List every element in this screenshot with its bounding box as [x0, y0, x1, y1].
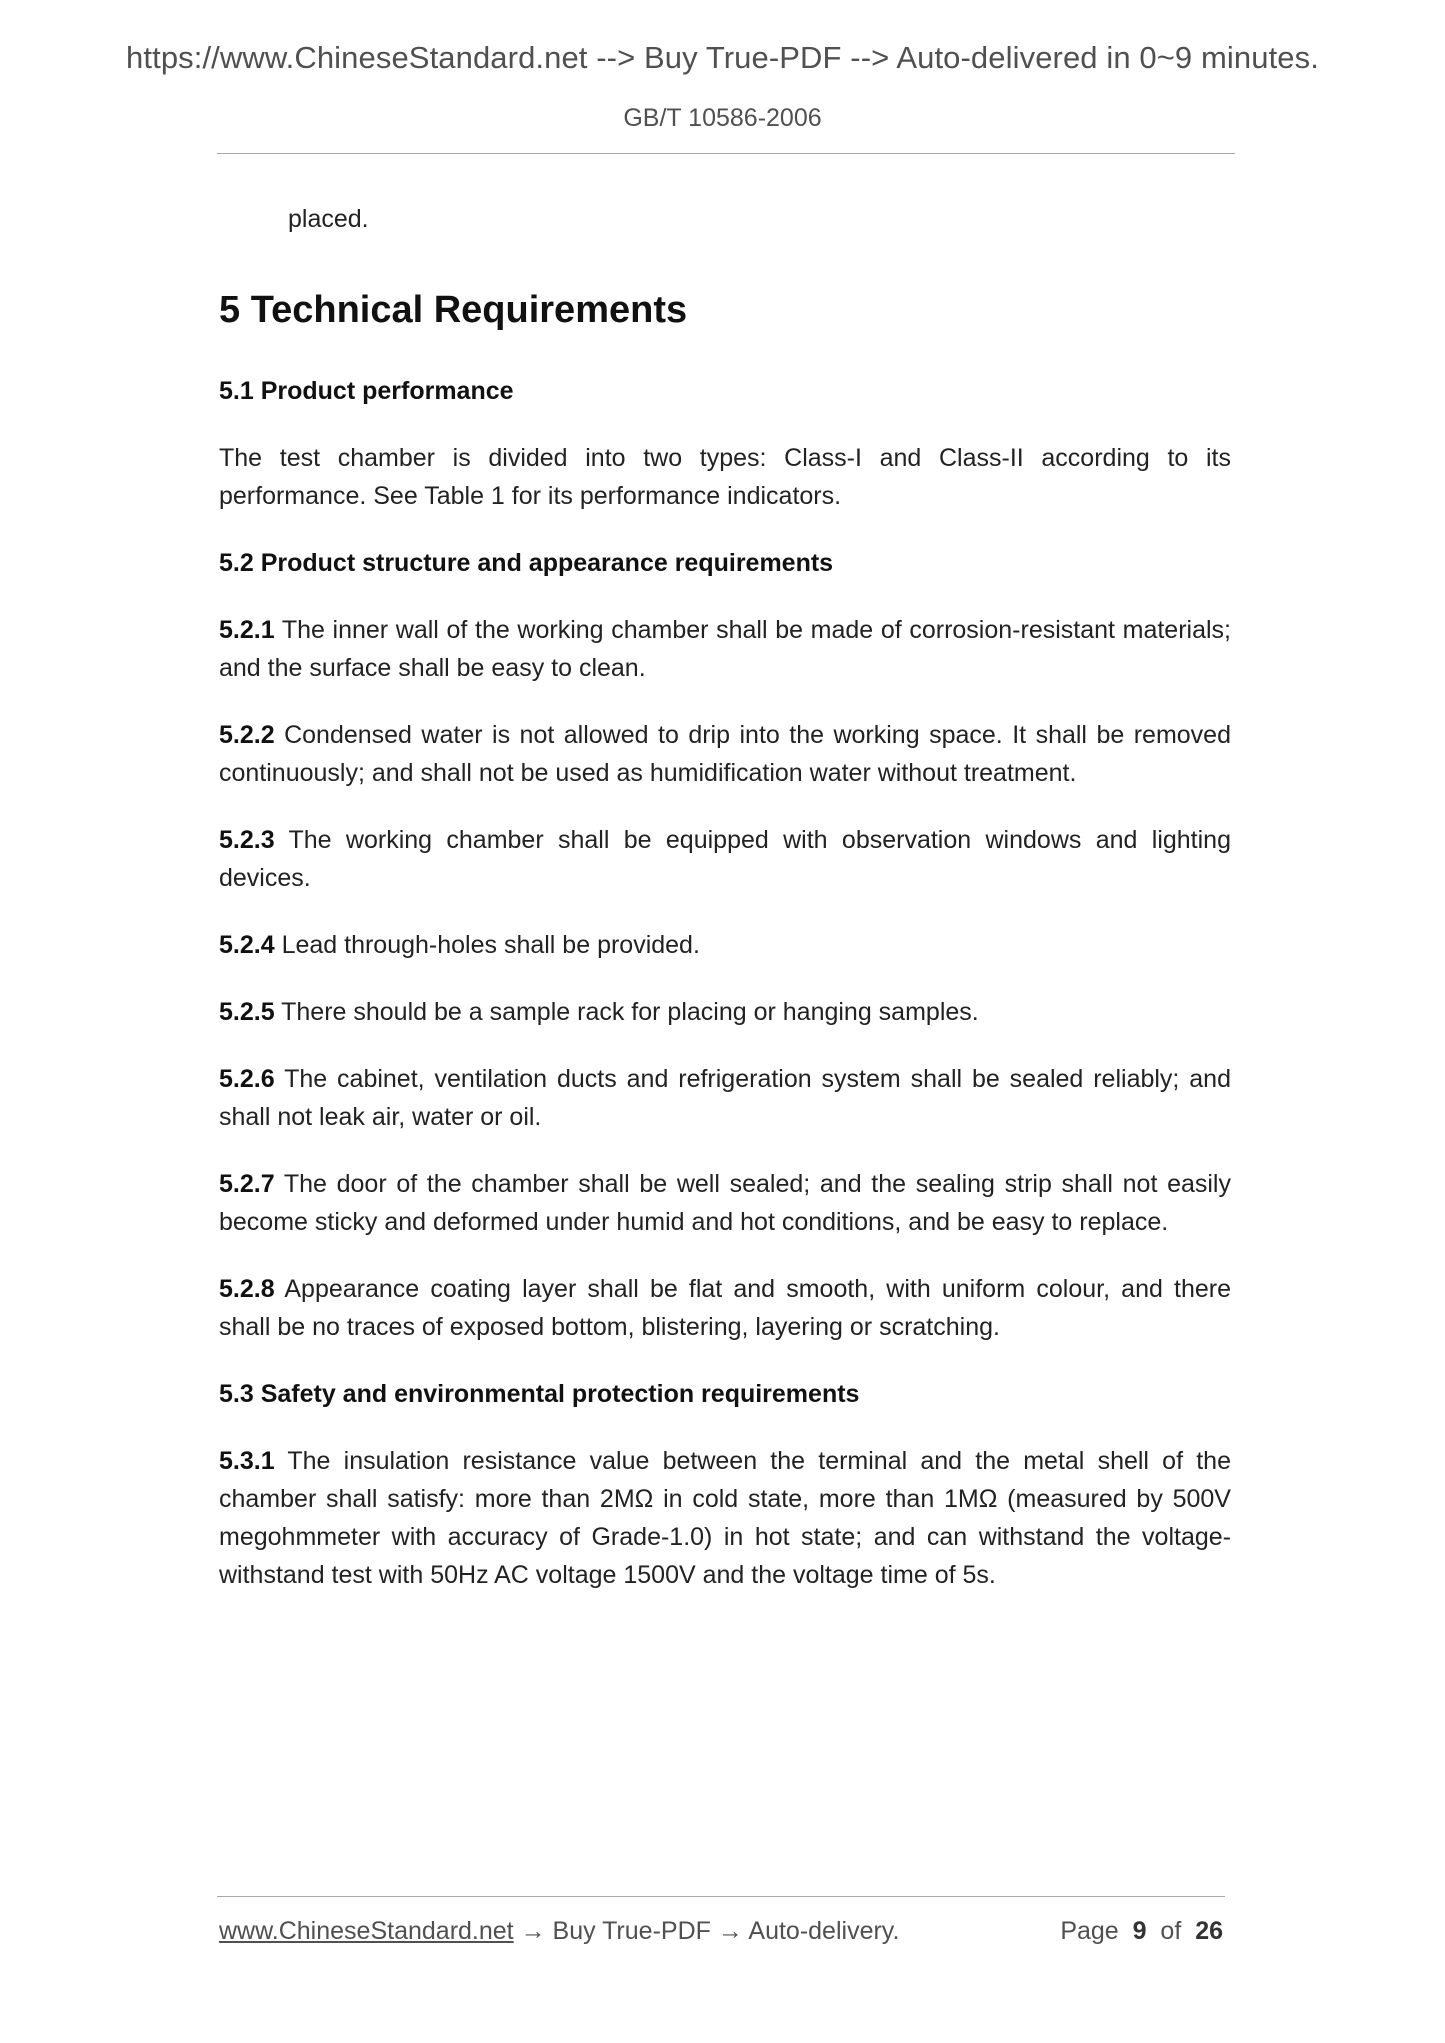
clause-number: 5.2.1	[219, 616, 275, 644]
page-label: Page	[1060, 1917, 1119, 1945]
footer-tagline: → Buy True-PDF → Auto-delivery.	[513, 1917, 900, 1945]
heading-5-3: 5.3 Safety and environmental protection requirements	[219, 1380, 860, 1408]
page-footer	[219, 1917, 1225, 1946]
header-divider	[217, 153, 1235, 154]
clause-5-3-1	[219, 1442, 1231, 1594]
footer-divider	[217, 1896, 1225, 1897]
paragraph-5-1: The test chamber is divided into two types: Class-I and Class-II according to its performance. See Table 1 for its performance indicators.	[219, 444, 1231, 510]
clause-5-2-8	[219, 1270, 1231, 1346]
clause-number: 5.2.3	[219, 826, 275, 854]
clause-number: 5.3.1	[219, 1447, 275, 1475]
clause-number: 5.2.7	[219, 1170, 275, 1198]
clause-5-2-4	[219, 926, 1231, 964]
clause-number: 5.2.2	[219, 721, 275, 749]
clause-number: 5.2.4	[219, 931, 275, 959]
clause-text: Appearance coating layer shall be flat and smooth, with uniform colour, and there shall be no traces of exposed bottom, blistering, layering or scratching.	[219, 1275, 1231, 1341]
clause-number: 5.2.8	[219, 1275, 275, 1303]
clause-text: The working chamber shall be equipped with observation windows and lighting devices.	[219, 826, 1231, 892]
of-label: of	[1160, 1917, 1182, 1945]
page-number: 9	[1132, 1917, 1147, 1945]
clause-5-2-5	[219, 993, 1231, 1031]
page-content	[219, 200, 1231, 1623]
clause-5-2-3	[219, 821, 1231, 897]
clause-text: The insulation resistance value between the terminal and the metal shell of the chamber shall satisfy: more than 2MΩ in cold state, more than 1MΩ (measured by 500V megohmmeter with accuracy of Grade-1.0) in hot state; and can withstand the voltage-withstand test with 50Hz AC voltage 1500V and the voltage time of 5s.	[219, 1447, 1231, 1589]
standard-code: GB/T 10586-2006	[623, 104, 822, 132]
continuation-text: placed.	[288, 205, 369, 233]
clause-5-2-1	[219, 611, 1231, 687]
footer-site-link[interactable]: www.ChineseStandard.net	[219, 1917, 514, 1945]
clause-text: Lead through-holes shall be provided.	[281, 931, 700, 959]
heading-5-2: 5.2 Product structure and appearance requirements	[219, 549, 834, 577]
clause-number: 5.2.5	[219, 998, 275, 1026]
clause-5-2-6	[219, 1060, 1231, 1136]
header-banner: https://www.ChineseStandard.net --> Buy True-PDF --> Auto-delivered in 0~9 minutes.	[126, 40, 1319, 75]
page-indicator	[1060, 1917, 1223, 1946]
clause-text: There should be a sample rack for placing or hanging samples.	[281, 998, 979, 1026]
heading-5-1: 5.1 Product performance	[219, 377, 514, 405]
clause-text: The cabinet, ventilation ducts and refrigeration system shall be sealed reliably; and shall not leak air, water or oil.	[219, 1065, 1231, 1131]
clause-number: 5.2.6	[219, 1065, 275, 1093]
section-title: 5 Technical Requirements	[219, 289, 688, 331]
clause-text: The door of the chamber shall be well sealed; and the sealing strip shall not easily become sticky and deformed under humid and hot conditions, and be easy to replace.	[219, 1170, 1231, 1236]
clause-text: The inner wall of the working chamber shall be made of corrosion-resistant materials; and the surface shall be easy to clean.	[219, 616, 1231, 682]
clause-5-2-2	[219, 716, 1231, 792]
total-pages: 26	[1195, 1917, 1223, 1945]
clause-text: Condensed water is not allowed to drip into the working space. It shall be removed continuously; and shall not be used as humidification water without treatment.	[219, 721, 1231, 787]
clause-5-2-7	[219, 1165, 1231, 1241]
